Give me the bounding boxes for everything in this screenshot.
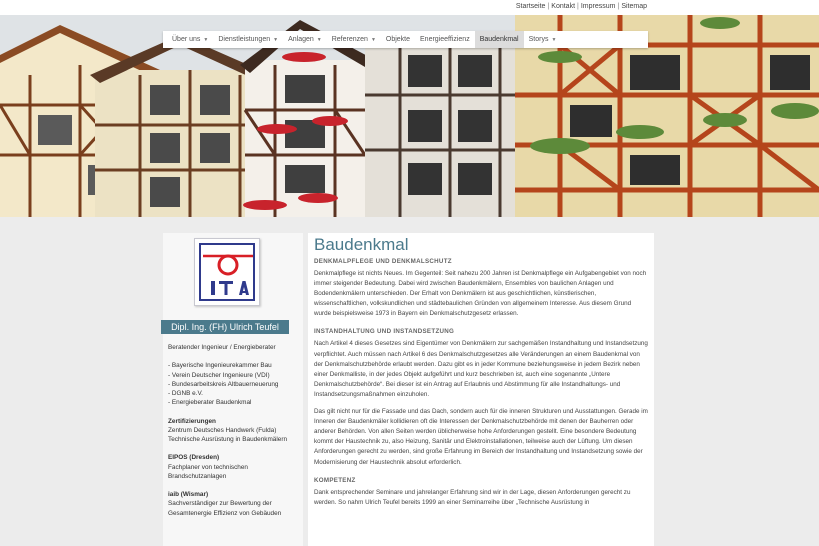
nav-item-label: Objekte <box>385 36 411 43</box>
chevron-down-icon: ▼ <box>316 37 322 43</box>
sidebar-line: Fachplaner von technischen <box>168 463 248 471</box>
sidebar-line: - Verein Deutscher Ingenieure (VDI) <box>168 371 270 379</box>
separator: | <box>617 3 620 10</box>
main-navigation <box>163 31 648 48</box>
content-paragraph: Das gilt nicht nur für die Fassade und das Dach, sondern auch für die inneren Strukturen und Ausstattungen. Gerade im Inneren der Baudenkmäler kollidieren oft die Interessen der Denkmalschutzbehörde mit denen der Bauherren oder anderer Behörden. Von allen Seiten werden üblicherweise hohe Anforderungen gestellt. Eine besondere Bedeutung kommt der Haustechnik zu, also Heizung, Sanitär und Elektroinstallationen, teilweise auch der Lüftung. Um diesen Anforderungen gerecht zu werden, sind große Erfahrung im Bereich der Instandhaltung und Instandsetzung sowie der Modernisierung der Haustechnik absolut erforderlich. <box>314 408 648 466</box>
logo-mark-icon <box>201 245 255 301</box>
nav-item-label: Über uns <box>172 36 201 43</box>
chevron-down-icon: ▼ <box>551 37 557 43</box>
nav-item-storys[interactable] <box>524 31 562 48</box>
section-heading: KOMPETENZ <box>314 476 356 484</box>
sidebar-heading: EIPOS (Dresden) <box>168 454 220 462</box>
nav-item-label: Energieeffizienz <box>420 36 470 43</box>
nav-item-anlagen[interactable] <box>283 31 327 48</box>
sidebar-line: - Bundesarbeitskreis Altbauerneuerung <box>168 380 279 388</box>
content-paragraph: Dank entsprechender Seminare und jahrelanger Erfahrung sind wir in der Lage, diesen Anforderungen gerecht zu werden. So nahm Ulrich Teufel bereits 1999 an einer Seminarreihe über „Technische Ausrüstung in <box>314 488 631 506</box>
content-sections <box>314 258 648 508</box>
section-heading: DENKMALPFLEGE UND DENKMALSCHUTZ <box>314 258 452 265</box>
sidebar-line: Beratender Ingenieur / Energieberater <box>168 344 276 351</box>
sidebar-line: Brandschutzanlagen <box>168 472 227 480</box>
sidebar-line: Gesamtenergie Effizienz von Gebäuden <box>168 509 282 517</box>
sidebar-line: Sachverständiger zur Bewertung der <box>168 500 272 508</box>
nav-item-referenzen[interactable] <box>327 31 381 48</box>
chevron-down-icon: ▼ <box>273 37 279 43</box>
nav-item-label: Baudenkmal <box>479 36 519 43</box>
nav-item-über-uns[interactable] <box>167 31 213 48</box>
sidebar <box>163 233 303 546</box>
sidebar-line: Zentrum Deutsches Handwerk (Fulda) <box>168 426 277 434</box>
nav-item-label: Referenzen <box>331 36 368 43</box>
nav-item-energieeffizienz[interactable] <box>415 31 475 48</box>
sidebar-heading: iaib (Wismar) <box>168 491 209 499</box>
nav-item-objekte[interactable] <box>381 31 415 48</box>
content-paragraph: Denkmalpflege ist nichts Neues. Im Gegenteil: Seit nahezu 200 Jahren ist Denkmalpflege ein Aufgabengebiet von noch immer steigender Bedeutung. Dabei wird zwischen Baudenkmälern, Ensembles von baulichen Anlagen und Bodendenkmälern unterschieden. Der Erhalt von Denkmälern ist aus geschichtlichen, künstlerischen, wissenschaftlichen, volkskundlichen und städtebaulichen Gründen von allgemeinem Interesse. Aus diesem Grund wurde beispielsweise 1973 in Bayern ein Denkmalschutzgesetz erlassen. <box>314 270 647 318</box>
nav-item-label: Dienstleistungen <box>218 36 271 43</box>
chevron-down-icon: ▼ <box>370 37 376 43</box>
top-links <box>516 3 647 10</box>
company-logo[interactable] <box>194 238 260 306</box>
link-kontakt[interactable]: Kontakt <box>551 3 576 10</box>
link-sitemap[interactable]: Sitemap <box>621 3 647 10</box>
top-utility-bar <box>0 0 819 15</box>
link-impressum[interactable]: Impressum <box>580 3 616 10</box>
nav-item-dienstleistungen[interactable] <box>213 31 283 48</box>
nav-item-label: Storys <box>528 36 549 43</box>
separator: | <box>547 3 550 10</box>
logo-frame <box>199 243 255 301</box>
content-paragraph: Nach Artikel 4 dieses Gesetzes sind Eigentümer von Denkmälern zur sachgemäßen Instandhaltung und Instandsetzung verpflichtet. Auch müssen nach Artikel 6 des Denkmalschutzgesetzes alle Veränderungen an einem Baudenkmal von der Denkmalschutzbehörde erlaubt werden. Dazu gibt es in jeder Kommune beziehungsweise in jedem Bezirk neben einer Denkmalliste, in der jedes Objekt aufgeführt und kurz beschrieben ist, auch eine sogenannte „Untere Denkmalschutzbehörde“. Bei dieser ist ein Antrag auf Erlaubnis und Abstimmung für alle Instandhaltungs- und Instandsetzungsmaßnahmen einzuholen. <box>314 340 648 398</box>
engineer-name-banner: Dipl. Ing. (FH) Ulrich Teufel <box>161 320 289 334</box>
chevron-down-icon: ▼ <box>203 37 209 43</box>
separator: | <box>577 3 579 10</box>
sidebar-heading: Zertifizierungen <box>168 417 216 425</box>
section-heading: INSTANDHALTUNG UND INSTANDSETZUNG <box>314 328 455 336</box>
sidebar-line: - Energieberater Baudenkmal <box>168 399 252 407</box>
page-title: Baudenkmal <box>314 235 409 254</box>
sidebar-line: - Bayerische Ingenieurekammer Bau <box>168 362 272 370</box>
sidebar-line: Technische Ausrüstung in Baudenkmälern <box>168 436 288 443</box>
nav-item-baudenkmal[interactable] <box>475 31 524 48</box>
nav-item-label: Anlagen <box>288 36 314 43</box>
main-content <box>308 233 654 546</box>
sidebar-line: - DGNB e.V. <box>168 390 203 397</box>
link-startseite[interactable]: Startseite <box>515 3 546 10</box>
